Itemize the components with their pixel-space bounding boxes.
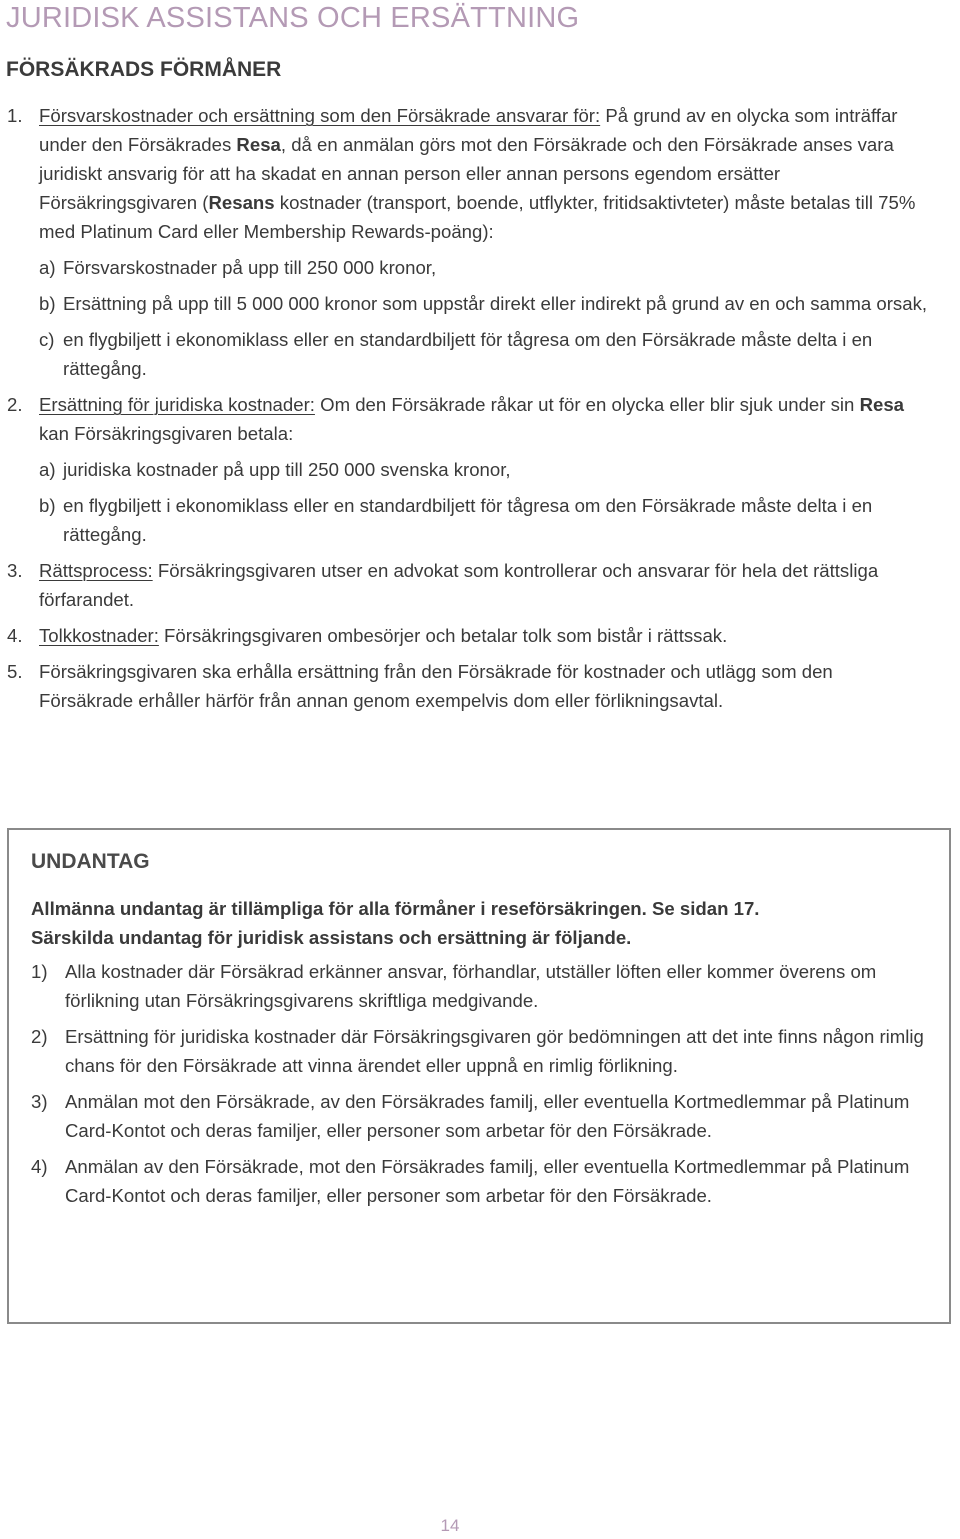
sub-item-letter: b) (39, 495, 56, 516)
item-term: Resans (208, 192, 275, 213)
list-item (0, 657, 930, 715)
item-heading: Tolkkostnader: (39, 625, 159, 646)
sub-item (39, 491, 930, 549)
sub-item (39, 289, 930, 318)
sub-item-letter: a) (39, 459, 56, 480)
section-heading: FÖRSÄKRADS FÖRMÅNER (6, 58, 282, 81)
list-item (0, 390, 930, 549)
exception-number: 2) (31, 1026, 48, 1047)
item-number: 4. (7, 625, 23, 646)
list-item (0, 556, 930, 614)
exception-text: Alla kostnader där Försäkrad erkänner ansvar, förhandlar, utställer löften eller kommer överens om förlikning utan Försäkringsgivarens skriftliga medgivande. (65, 961, 877, 1011)
exceptions-list (31, 957, 931, 1217)
item-text: Försäkringsgivaren utser en advokat som kontrollerar och ansvarar för hela det rättsliga förfarandet. (39, 560, 879, 610)
item-heading: Försvarskostnader och ersättning som den Försäkrade ansvarar för: (39, 105, 601, 126)
exception-text: Anmälan av den Försäkrade, mot den Försäkrades familj, eller eventuella Kortmedlemmar på Platinum Card-Kontot och deras familjer, eller personer som arbetar för den Försäkrade. (65, 1156, 910, 1206)
item-heading: Ersättning för juridiska kostnader: (39, 394, 315, 415)
item-text: kan Försäkringsgivaren betala: (39, 423, 294, 444)
item-number: 3. (7, 560, 23, 581)
item-heading: Rättsprocess: (39, 560, 153, 581)
page-number: 14 (440, 1516, 460, 1535)
item-number: 2. (7, 394, 23, 415)
benefits-list (0, 101, 930, 722)
exception-number: 1) (31, 961, 48, 982)
sub-item-text: en flygbiljett i ekonomiklass eller en standardbiljett för tågresa om den Försäkrade måste delta i en rättegång. (63, 329, 873, 379)
list-item (0, 101, 930, 383)
item-text: Försäkringsgivaren ombesörjer och betalar tolk som bistår i rättssak. (158, 625, 728, 646)
exception-item (31, 957, 931, 1015)
list-item (0, 621, 930, 650)
sub-item-letter: b) (39, 293, 56, 314)
item-text: Försäkringsgivaren ska erhålla ersättning från den Försäkrade för kostnader och utlägg som den Försäkrade erhåller härför från annan genom exempelvis dom eller förlikningsavtal. (39, 661, 833, 711)
exception-number: 3) (31, 1091, 48, 1112)
sub-item (39, 253, 930, 282)
sub-item-letter: a) (39, 257, 56, 278)
exception-item (31, 1022, 931, 1080)
sub-item (39, 325, 930, 383)
exceptions-intro-line: Allmänna undantag är tillämpliga för alla förmåner i reseförsäkringen. Se sidan 17. (31, 898, 760, 919)
item-term: Resa (236, 134, 281, 155)
item-text: kostnader (transport, boende, utflykter, fritidsaktivteter) måste betalas till 75% med Platinum Card eller Membership Rewards-poäng): (39, 192, 916, 242)
item-term: Resa (859, 394, 905, 415)
sub-item-text: Försvarskostnader på upp till 250 000 kronor, (63, 257, 437, 278)
exceptions-intro (31, 894, 931, 952)
exceptions-title: UNDANTAG (31, 850, 150, 873)
item-text: På grund av en olycka som inträffar under den Försäkrades (39, 105, 898, 155)
exceptions-intro-line: Särskilda undantag för juridisk assistans och ersättning är följande. (31, 927, 632, 948)
exceptions-box (7, 828, 951, 1324)
item-text: Om den Försäkrade råkar ut för en olycka eller blir sjuk under sin (314, 394, 860, 415)
sub-item-text: juridiska kostnader på upp till 250 000 svenska kronor, (63, 459, 511, 480)
exception-text: Anmälan mot den Försäkrade, av den Försäkrades familj, eller eventuella Kortmedlemmar på Platinum Card-Kontot och deras familjer, eller personer som arbetar för den Försäkrade. (65, 1091, 910, 1141)
item-number: 5. (7, 661, 23, 682)
exception-text: Ersättning för juridiska kostnader där Försäkringsgivaren gör bedömningen att det inte finns någon rimlig chans för den Försäkrade att vinna ärendet eller uppnå en rimlig förlikning. (65, 1026, 924, 1076)
sub-item-letter: c) (39, 329, 55, 350)
item-number: 1. (7, 105, 23, 126)
sub-item (39, 455, 930, 484)
exception-item (31, 1152, 931, 1210)
sub-item-text: Ersättning på upp till 5 000 000 kronor som uppstår direkt eller indirekt på grund av en och samma orsak, (63, 293, 928, 314)
sub-item-text: en flygbiljett i ekonomiklass eller en standardbiljett för tågresa om den Försäkrade måste delta i en rättegång. (63, 495, 873, 545)
item-text: , då en anmälan görs mot den Försäkrade och den Försäkrade anses vara juridiskt ansvarig för att ha skadat en annan person eller annan persons egendom ersätter Försäkringsgivaren ( (39, 134, 894, 213)
exception-number: 4) (31, 1156, 48, 1177)
page-title: JURIDISK ASSISTANS OCH ERSÄTTNING (6, 2, 580, 34)
exception-item (31, 1087, 931, 1145)
